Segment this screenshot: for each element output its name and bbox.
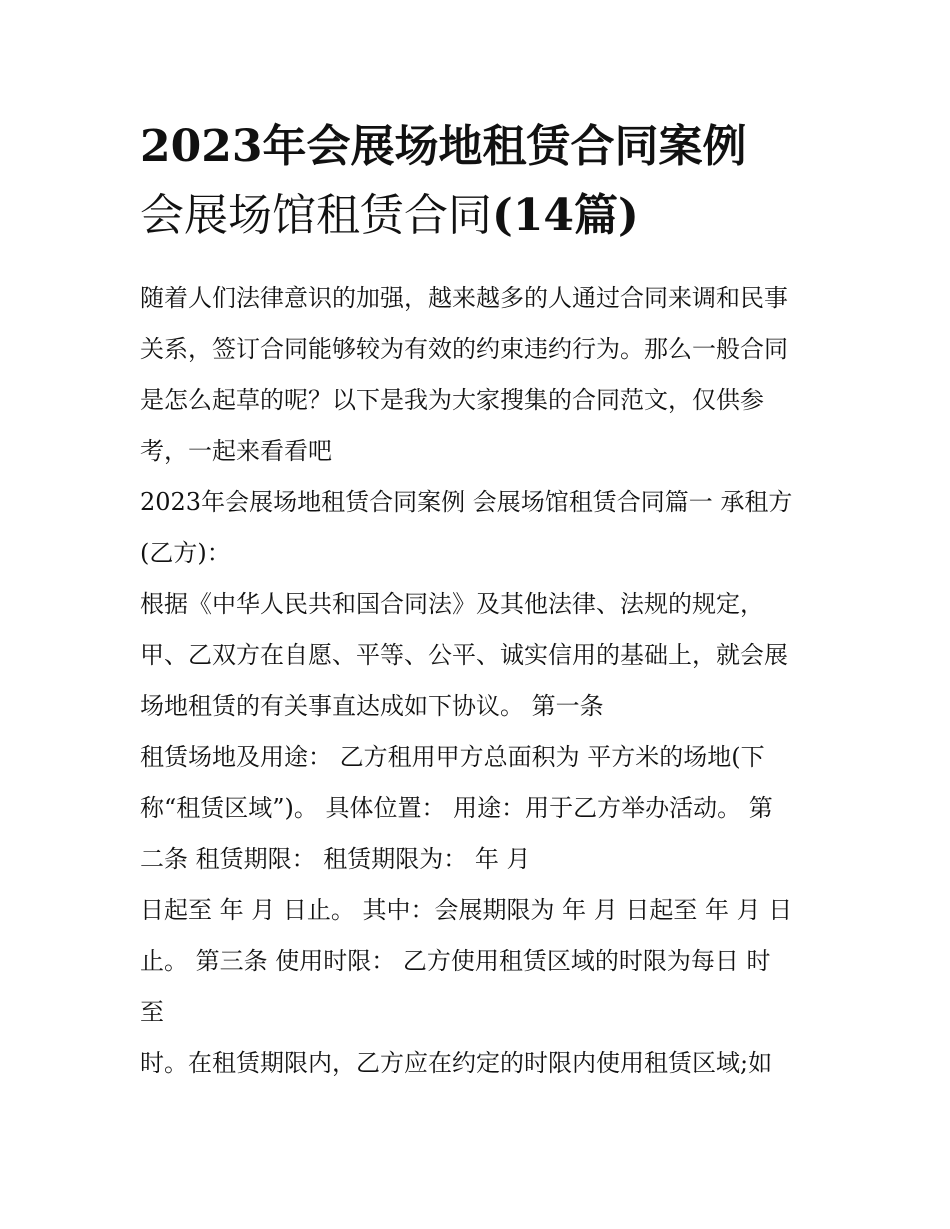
title-line-1: 2023年会展场地租赁合同案例 [140,121,747,172]
body-line: 2023年会展场地租赁合同案例 会展场馆租赁合同篇一 承租方 [140,488,793,516]
document-title [140,112,830,250]
document-body [140,273,830,1089]
body-line: 场地租赁的有关事直达成如下协议。 第一条 [140,692,604,720]
body-line: 时。在租赁期限内，乙方应在约定的时限内使用租赁区域;如 [140,1049,773,1077]
body-line: 根据《中华人民共和国合同法》及其他法律、法规的规定， [140,590,764,618]
body-line: 关系，签订合同能够较为有效的约束违约行为。那么一般合同 [140,335,788,363]
body-line: 甲、乙双方在自愿、平等、公平、诚实信用的基础上，就会展 [140,641,788,669]
body-line: 随着人们法律意识的加强，越来越多的人通过合同来调和民事 [140,284,788,312]
body-line: 二条 租赁期限： 租赁期限为： 年 月 [140,845,531,873]
body-line: (乙方)： [140,539,231,567]
body-line: 至 [140,998,164,1026]
body-line: 考，一起来看看吧 [140,437,332,465]
body-line: 日起至 年 月 日止。 其中：会展期限为 年 月 日起至 年 月 日 [140,896,793,924]
title-line-2 [140,181,830,250]
title-line-2-count: (14篇) [492,190,639,241]
body-line: 是怎么起草的呢？以下是我为大家搜集的合同范文，仅供参 [140,386,764,414]
body-line: 称“租赁区域”)。 具体位置： 用途：用于乙方举办活动。 第 [140,794,773,822]
title-line-2-main: 会展场馆租赁合同 [140,190,492,241]
body-line: 止。 第三条 使用时限： 乙方使用租赁区域的时限为每日 时 [140,947,771,975]
body-line: 租赁场地及用途： 乙方租用甲方总面积为 平方米的场地(下 [140,743,765,771]
